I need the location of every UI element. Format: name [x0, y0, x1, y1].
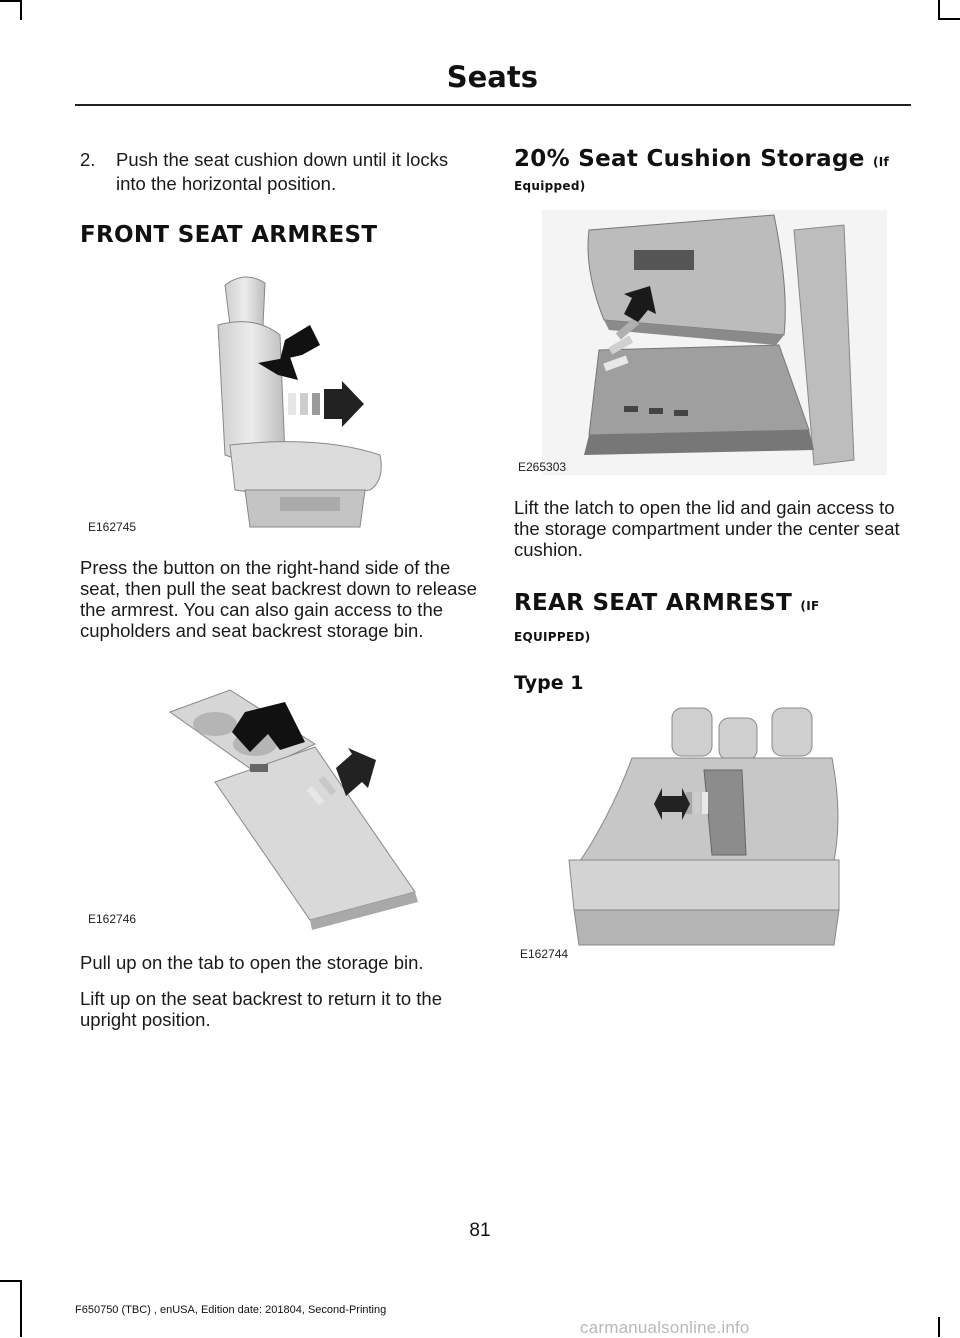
- figure-armrest-storage: [80, 672, 480, 932]
- crop-mark: [20, 1280, 22, 1337]
- step-text: Push the seat cushion down until it locks into the horizontal position.: [116, 149, 449, 194]
- paragraph: Lift up on the seat backrest to return it to the upright position.: [80, 988, 442, 1030]
- step-item: [80, 148, 480, 198]
- front-seat-armrest-heading: FRONT SEAT ARMREST: [80, 222, 378, 248]
- paragraph: Press the button on the right-hand side of the seat, then pull the seat backrest down to release the armrest. You can also gain access to the cupholders and seat backrest storage bin.: [80, 557, 477, 641]
- heading-suffix-continued: Equipped): [514, 179, 586, 193]
- rear-seat-armrest-heading: [514, 590, 819, 616]
- edition-info: F650750 (TBC) , enUSA, Edition date: 201804, Second-Printing: [75, 1304, 387, 1316]
- crop-mark: [938, 0, 940, 20]
- figure-label: E162745: [88, 520, 137, 534]
- heading-suffix-continued: EQUIPPED): [514, 630, 591, 644]
- figure-label: E162746: [88, 912, 137, 926]
- paragraph: Pull up on the tab to open the storage bin.: [80, 952, 424, 973]
- type-heading: Type 1: [514, 672, 584, 694]
- crop-mark: [938, 1317, 940, 1337]
- figure-cushion-storage: [514, 210, 914, 485]
- storage-illustration: [514, 210, 914, 485]
- heading-text: REAR SEAT ARMREST: [514, 590, 793, 616]
- crop-mark: [940, 18, 960, 20]
- heading-text: 20% Seat Cushion Storage: [514, 146, 865, 172]
- crop-mark: [0, 0, 20, 2]
- armrest-illustration: [80, 672, 480, 932]
- crop-mark: [0, 1280, 20, 1282]
- seat-side-illustration: [80, 265, 480, 545]
- step-number: 2.: [80, 149, 96, 170]
- figure-label: E265303: [518, 460, 567, 474]
- rear-seat-illustration: [514, 700, 914, 962]
- heading-suffix: (IF: [800, 599, 820, 613]
- figure-rear-seat-armrest: [514, 700, 914, 962]
- heading-suffix: (If: [872, 155, 890, 169]
- seat-cushion-storage-heading: [514, 146, 889, 172]
- figure-front-seat-armrest: [80, 265, 480, 545]
- crop-mark: [20, 0, 22, 20]
- figure-label: E162744: [520, 947, 569, 961]
- header-rule: [75, 104, 911, 106]
- page-title: Seats: [446, 60, 538, 94]
- page-number: 81: [469, 1220, 491, 1241]
- watermark: carmanualsonline.info: [580, 1318, 750, 1337]
- paragraph: Lift the latch to open the lid and gain access to the storage compartment under the center seat cushion.: [514, 497, 900, 560]
